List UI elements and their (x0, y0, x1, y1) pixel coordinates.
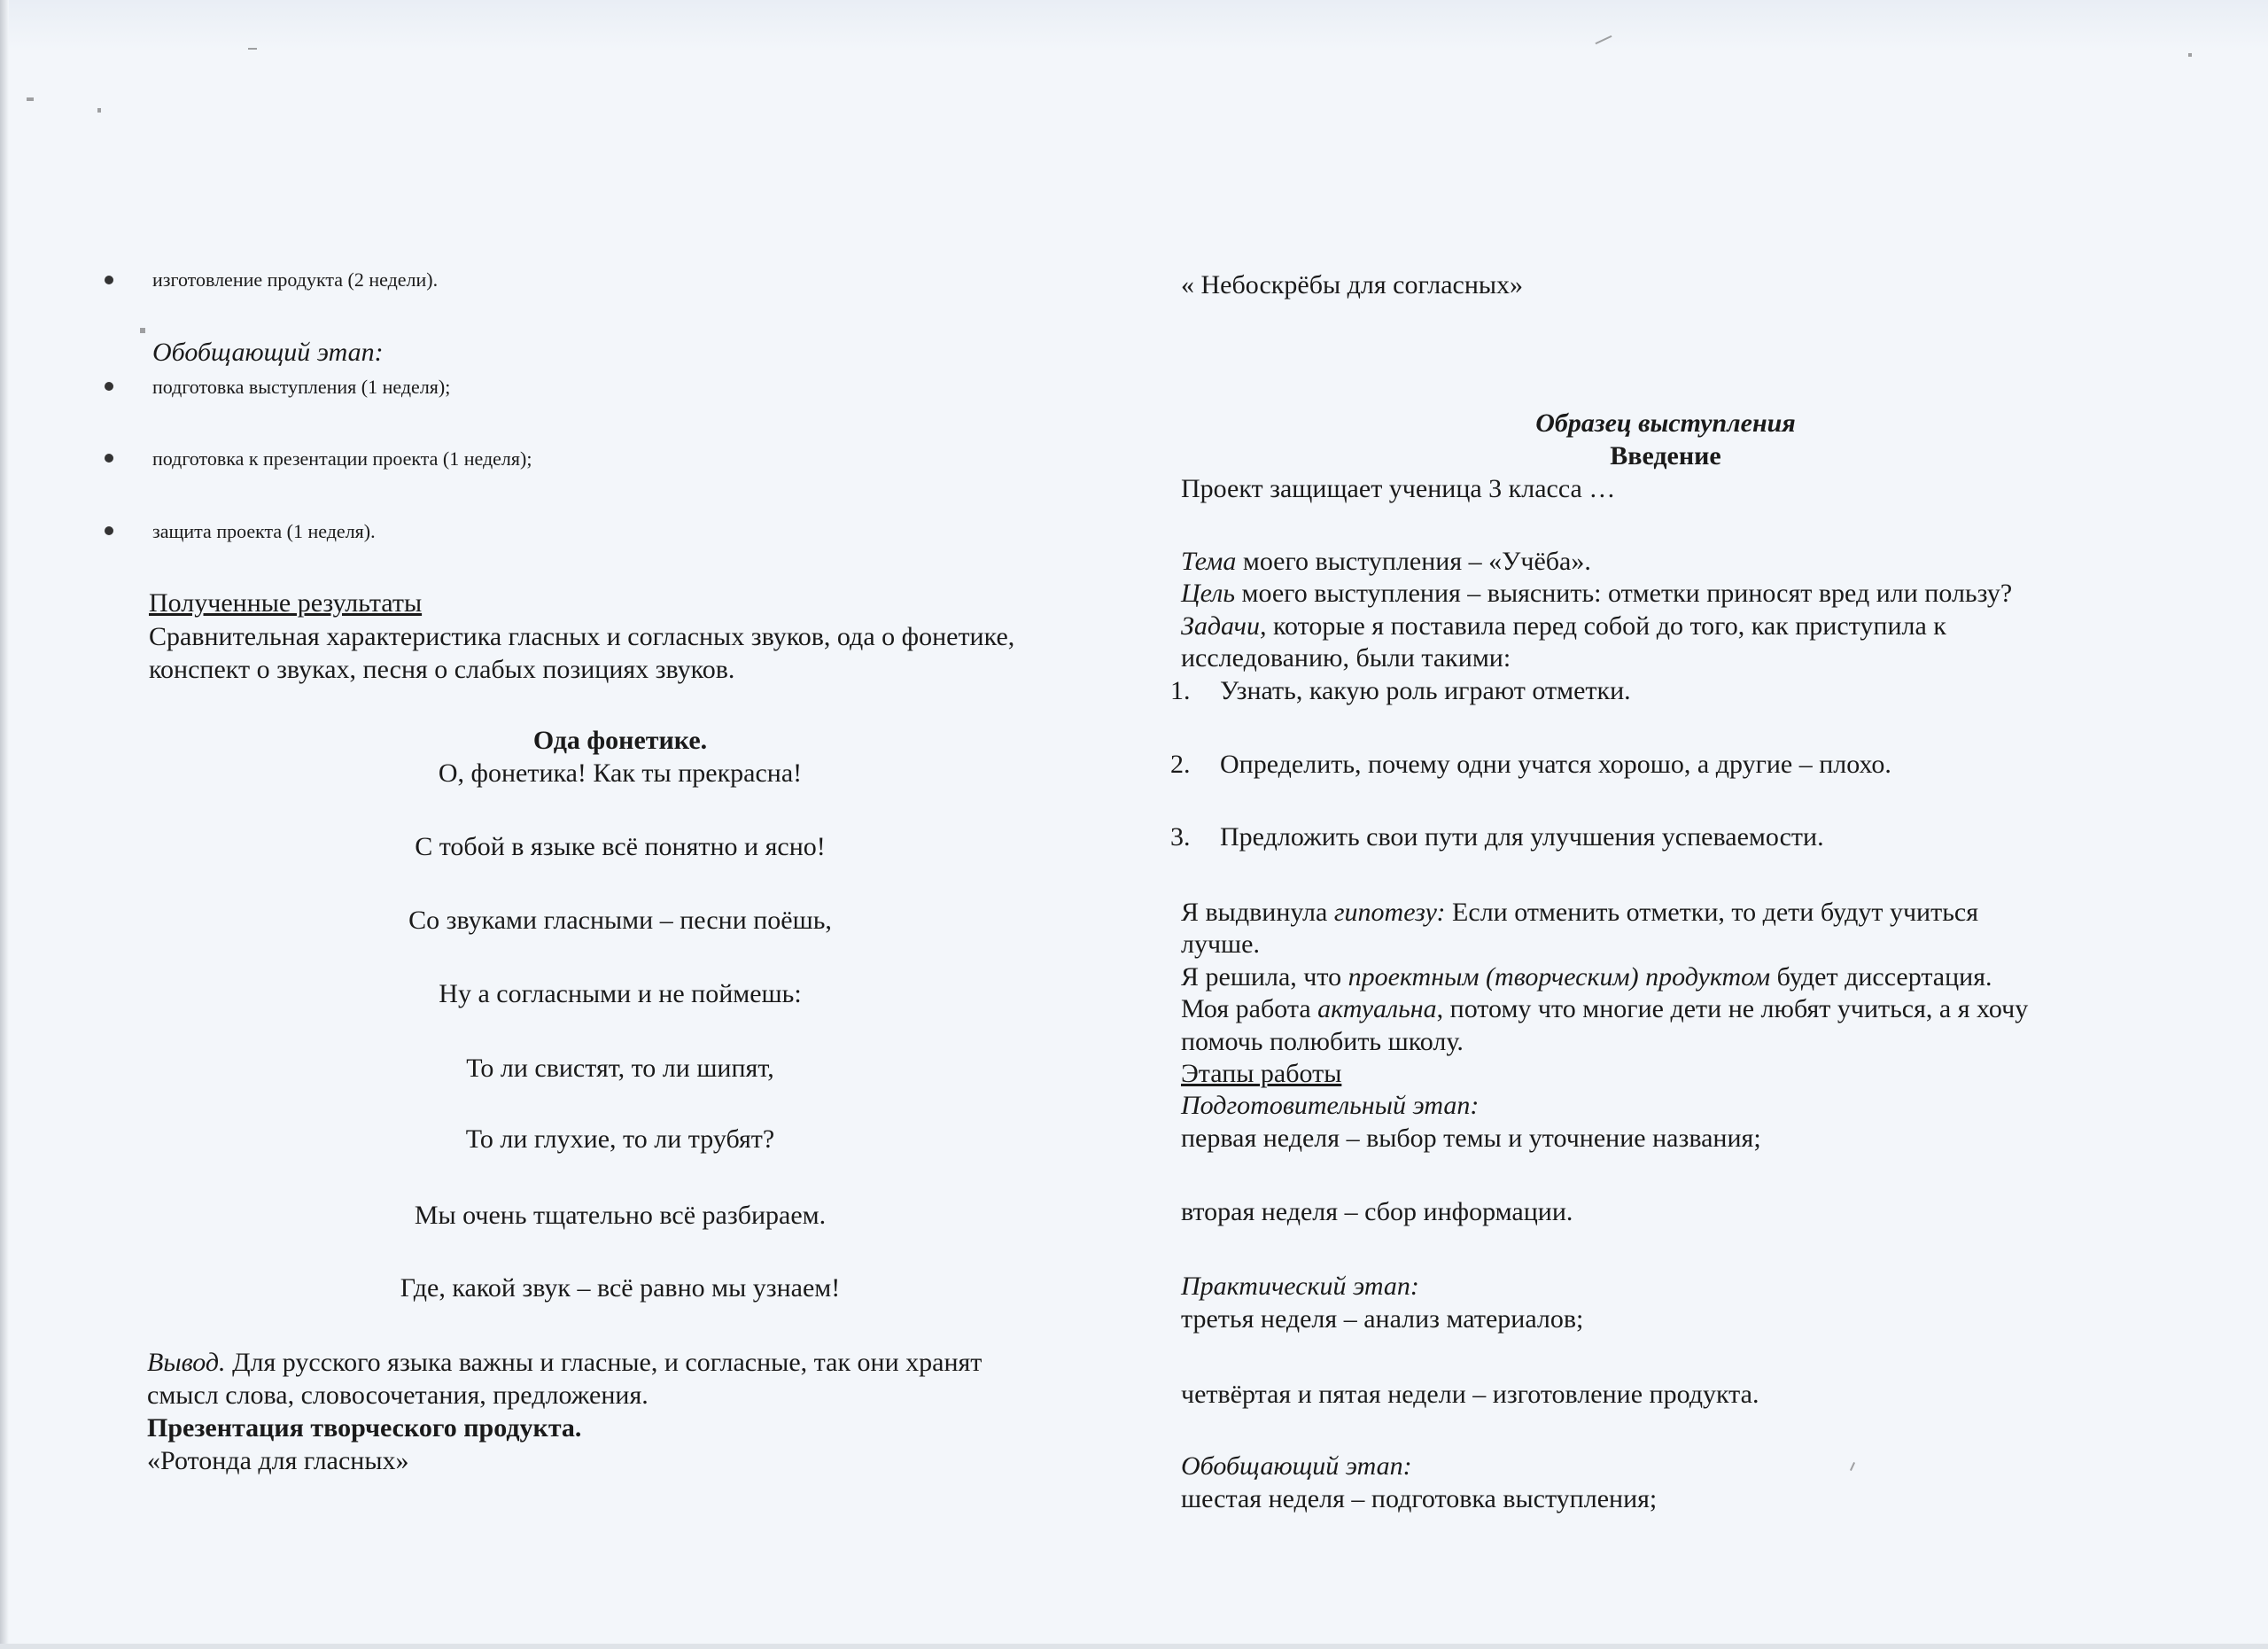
ode-line: То ли глухие, то ли трубят? (465, 1124, 775, 1154)
stage-item: первая неделя – выбор темы и уточнение названия; (1181, 1124, 1761, 1153)
theme-label: Тема (1181, 547, 1237, 576)
task-text: Определить, почему одни учатся хорошо, а другие – плохо. (1220, 750, 1891, 779)
list-item: подготовка выступления (1 неделя); (152, 376, 451, 398)
ode-line: Где, какой звук – всё равно мы узнаем! (400, 1273, 841, 1303)
stage-item: четвёртая и пятая недели – изготовление продукта. (1181, 1380, 1759, 1409)
results-heading: Полученные результаты (149, 588, 423, 618)
stage-item: шестая неделя – подготовка выступления; (1181, 1484, 1658, 1513)
ode-title: Ода фонетике. (532, 726, 708, 755)
conclusion-label: Вывод. (147, 1348, 226, 1377)
tasks-text: которые я поставила перед собой до того, как приступила к (1266, 611, 1946, 641)
ode-line: Со звуками гласными – песни поёшь, (408, 906, 832, 935)
bullet-icon (105, 526, 113, 535)
skyscrapers-title: « Небоскрёбы для согласных» (1181, 270, 1524, 299)
right-page (1152, 0, 2268, 1649)
relevance-post: , потому что многие дети не любят учиться, а я хочу (1436, 994, 2029, 1023)
stage-heading: Обобщающий этап: (152, 338, 384, 367)
hypothesis-label: гипотезу: (1333, 898, 1446, 927)
ode-line: О, фонетика! Как ты прекрасна! (438, 758, 803, 788)
presentation-heading: Презентация творческого продукта. (147, 1413, 582, 1443)
results-line: конспект о звуках, песня о слабых позициях звуков. (149, 655, 735, 684)
goal-label: Цель (1181, 579, 1235, 608)
intro-text: Проект защищает ученица 3 класса … (1181, 474, 1616, 503)
intro-title: Введение (1610, 441, 1721, 471)
task-number: 1. (1170, 676, 1191, 705)
theme-line (1181, 546, 1591, 578)
ode-line: Мы очень тщательно всё разбираем. (414, 1201, 827, 1230)
conclusion-line (147, 1347, 982, 1379)
ode-line: Ну а согласными и не поймешь: (439, 979, 802, 1008)
hypothesis-line (1181, 897, 1978, 929)
conclusion-text: Для русского языка важны и гласные, и согласные, так они хранят (225, 1348, 983, 1377)
list-item: защита проекта (1 неделя). (152, 520, 376, 542)
task-number: 2. (1170, 750, 1191, 779)
tasks-line (1181, 611, 1946, 642)
bullet-icon (105, 382, 113, 391)
product-post: будет диссертация. (1770, 962, 1992, 992)
hypothesis-pre: Я выдвинула (1181, 898, 1334, 927)
tasks-line: исследованию, были такими: (1181, 643, 1511, 673)
stages-heading: Этапы работы (1181, 1059, 1342, 1088)
hypothesis-text: Если отменить отметки, то дети будут учиться (1445, 898, 1978, 927)
list-item: подготовка к презентации проекта (1 неделя); (152, 447, 532, 470)
tasks-label: Задачи, (1181, 611, 1267, 641)
theme-text: моего выступления – «Учёба». (1236, 547, 1591, 576)
relevance-line (1181, 993, 2028, 1025)
stage-heading: Обобщающий этап: (1181, 1451, 1412, 1481)
conclusion-line: смысл слова, словосочетания, предложения. (147, 1381, 649, 1410)
sample-title: Образец выступления (1535, 408, 1796, 438)
task-text: Предложить свои пути для улучшения успеваемости. (1220, 822, 1824, 852)
goal-text: моего выступления – выяснить: отметки приносят вред или пользу? (1234, 579, 2013, 608)
results-line: Сравнительная характеристика гласных и согласных звуков, ода о фонетике, (149, 622, 1015, 651)
bullet-icon (105, 276, 113, 284)
task-number: 3. (1170, 822, 1191, 852)
ode-line: С тобой в языке всё понятно и ясно! (415, 832, 826, 861)
relevance-label: актуальна (1317, 994, 1437, 1023)
goal-line (1181, 578, 2012, 610)
relevance-line: помочь полюбить школу. (1181, 1027, 1464, 1056)
ode-line: То ли свистят, то ли шипят, (466, 1054, 774, 1083)
task-text: Узнать, какую роль играют отметки. (1220, 676, 1631, 705)
stage-item: третья неделя – анализ материалов; (1181, 1304, 1584, 1334)
stage-heading: Практический этап: (1181, 1272, 1419, 1301)
list-item: изготовление продукта (2 недели). (152, 268, 439, 291)
stage-heading: Подготовительный этап: (1181, 1091, 1480, 1120)
relevance-pre: Моя работа (1181, 994, 1318, 1023)
product-line (1181, 961, 1992, 993)
product-label: проектным (творческим) продуктом (1348, 962, 1771, 992)
rotunda-title: «Ротонда для гласных» (147, 1446, 409, 1475)
bullet-icon (105, 454, 113, 463)
hypothesis-line: лучше. (1181, 930, 1260, 959)
stage-item: вторая неделя – сбор информации. (1181, 1197, 1573, 1226)
product-pre: Я решила, что (1181, 962, 1348, 992)
